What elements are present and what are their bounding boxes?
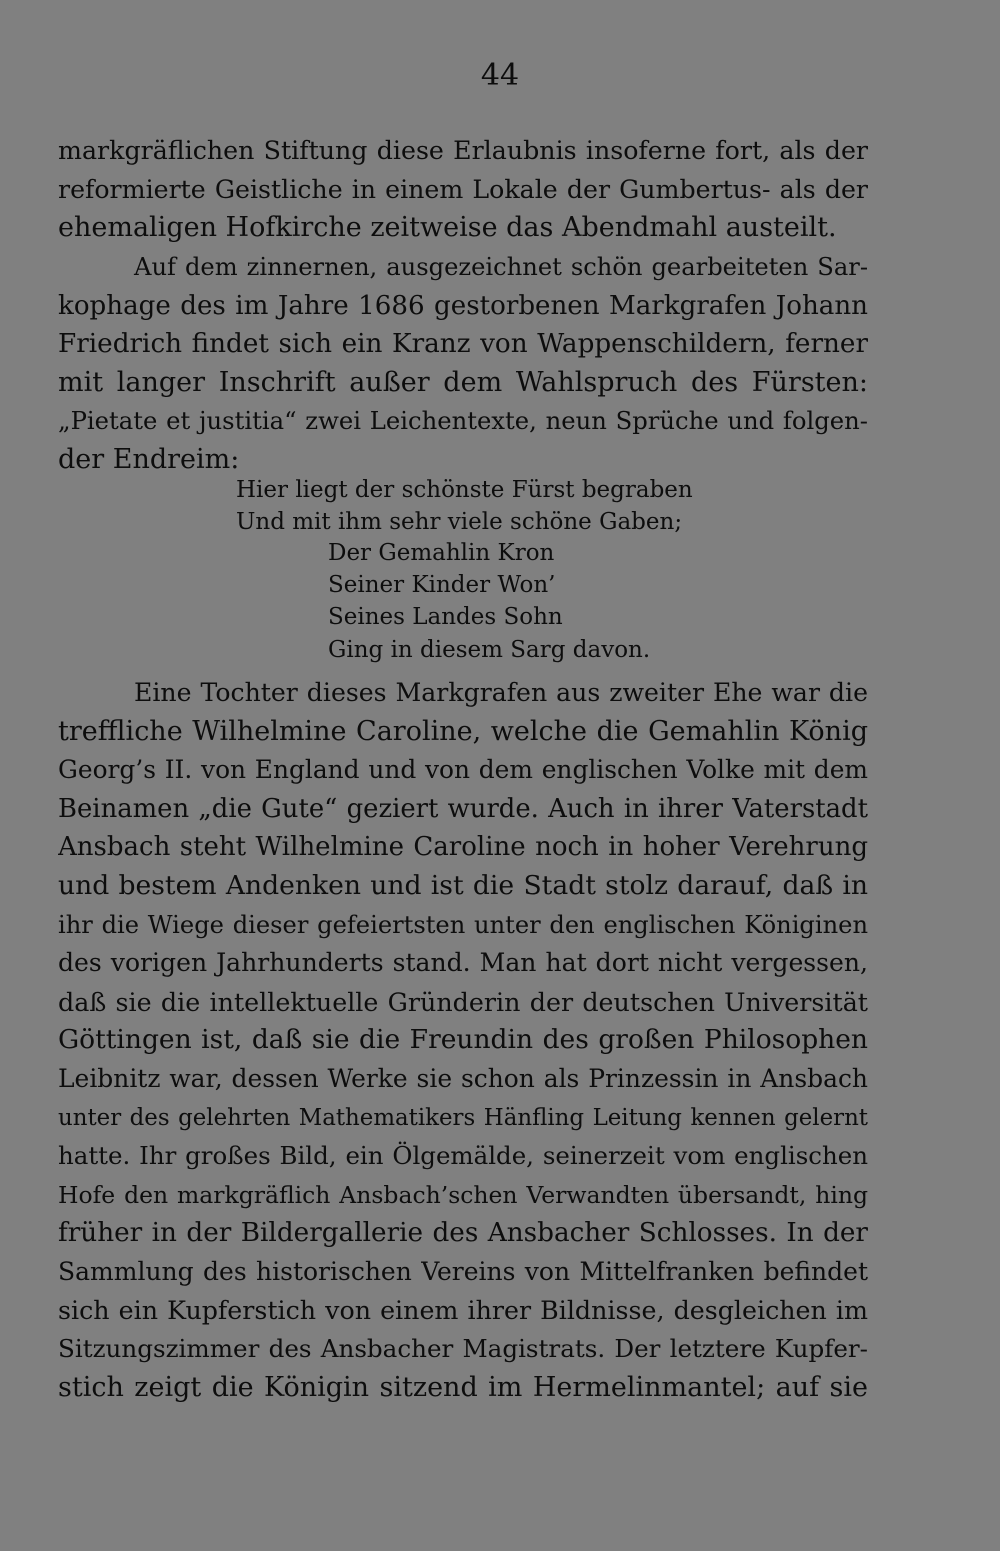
text-line: treffliche Wilhelmine Caroline, welche die Gemahlin König <box>58 715 868 747</box>
text-line: markgräflichen Stiftung diese Erlaubnis insoferne fort, als der <box>58 136 868 165</box>
paragraph-2 <box>58 248 868 480</box>
text-line: Göttingen ist, daß sie die Freundin des großen Philosophen <box>58 1024 868 1056</box>
verse-line: Ging in diesem Sarg davon. <box>328 637 651 663</box>
text-line: früher in der Bildergallerie des Ansbacher Schlosses. In der <box>58 1218 868 1249</box>
text-line: Sitzungszimmer des Ansbacher Magistrats. Der letztere Kupfer- <box>58 1334 868 1364</box>
text-line: Hofe den markgräflich Ansbach’schen Verwandten übersandt, hing <box>58 1180 868 1209</box>
text-line: „Pietate et justitia“ zwei Leichentexte, neun Sprüche und folgen- <box>58 406 868 436</box>
text-line: reformierte Geistliche in einem Lokale der Gumbertus- als der <box>58 174 868 204</box>
text-line: daß sie die intellektuelle Gründerin der deutschen Universität <box>58 986 868 1017</box>
text-line: unter des gelehrten Mathematikers Hänfling Leitung kennen gelernt <box>58 1104 868 1131</box>
text-line: Ansbach steht Wilhelmine Caroline noch in hoher Verehrung <box>58 832 868 863</box>
text-line: ihr die Wiege dieser gefeiertsten unter den englischen Königinen <box>58 910 868 939</box>
text-line: ehemaligen Hofkirche zeitweise das Abendmahl austeilt. <box>58 212 837 244</box>
text-line: des vorigen Jahrhunderts stand. Man hat dort nicht vergessen, <box>58 948 868 978</box>
text-line: Sammlung des historischen Vereins von Mittelfranken befindet <box>58 1256 868 1286</box>
page-number: 44 <box>480 58 520 93</box>
verse-line: Seiner Kinder Won’ <box>328 572 556 598</box>
paragraph-1 <box>58 132 868 248</box>
text-line: Eine Tochter dieses Markgrafen aus zweiter Ehe war die <box>134 678 868 707</box>
text-line: der Endreim: <box>58 443 240 475</box>
text-line: Georg’s II. von England und von dem englischen Volke mit dem <box>58 755 868 785</box>
verse-line: Und mit ihm sehr viele schöne Gaben; <box>236 509 683 535</box>
verse-line: Seines Landes Sohn <box>328 604 563 630</box>
text-line: Auf dem zinnernen, ausgezeichnet schön gearbeiteten Sar- <box>134 253 868 281</box>
text-line: Friedrich findet sich ein Kranz von Wappenschildern, ferner <box>58 329 868 360</box>
text-line: kophage des im Jahre 1686 gestorbenen Markgrafen Johann <box>58 290 868 321</box>
text-line: Leibnitz war, dessen Werke sie schon als Prinzessin in Ansbach <box>58 1063 868 1093</box>
text-line: und bestem Andenken und ist die Stadt stolz darauf, daß in <box>58 869 868 901</box>
text-line: sich ein Kupferstich von einem ihrer Bildnisse, desgleichen im <box>58 1295 868 1325</box>
text-line: mit langer Inschrift außer dem Wahlspruch des Fürsten: <box>58 366 868 398</box>
text-line: stich zeigt die Königin sitzend im Hermelinmantel; auf sie <box>58 1371 868 1403</box>
text-line: Beinamen „die Gute“ geziert wurde. Auch in ihrer Vaterstadt <box>58 793 868 824</box>
verse-line: Hier liegt der schönste Fürst begraben <box>236 477 693 503</box>
paragraph-3 <box>58 674 868 1407</box>
text-line: hatte. Ihr großes Bild, ein Ölgemälde, seinerzeit vom englischen <box>58 1141 868 1171</box>
verse-line: Der Gemahlin Kron <box>328 540 555 566</box>
